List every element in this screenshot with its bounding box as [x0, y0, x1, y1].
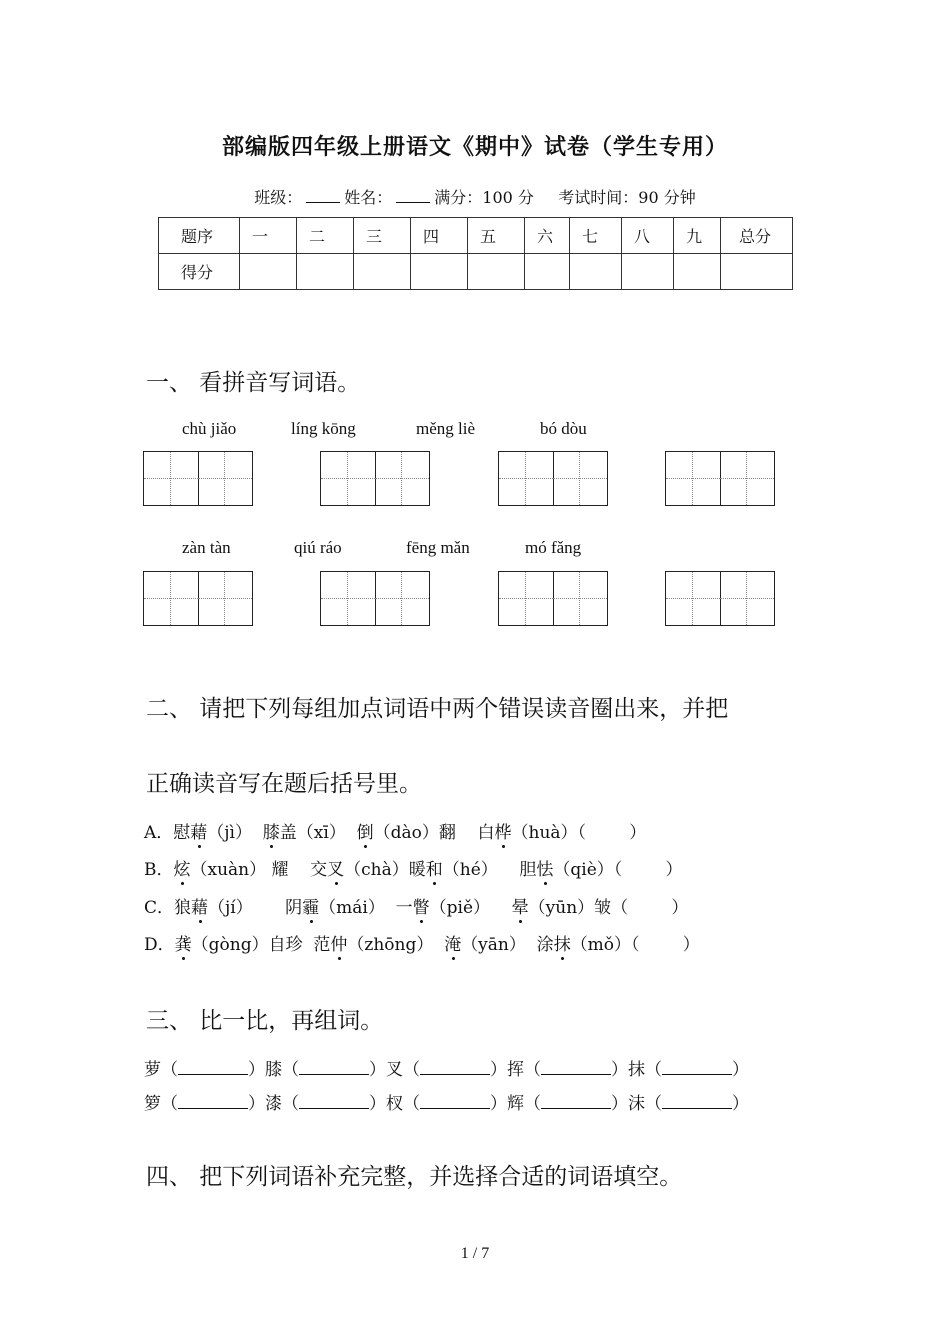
section2-heading-line2: 正确读音写在题后括号里。: [146, 771, 422, 797]
score-value-row: [159, 254, 793, 290]
writing-grid[interactable]: [665, 451, 775, 506]
compare-char: 萝: [144, 1060, 161, 1080]
score-cell[interactable]: [297, 254, 354, 290]
text-run: （huà）（ ）: [511, 823, 647, 843]
dotted-char: 瞥: [412, 898, 430, 918]
compare-char: 辉: [507, 1094, 524, 1114]
score-cell[interactable]: [240, 254, 297, 290]
dotted-char: 叉: [327, 860, 345, 880]
pinyin-label: qiú ráo: [294, 538, 342, 557]
section1-heading: 一、 看拼音写词语。: [146, 370, 361, 396]
exam-info: [0, 185, 950, 208]
score-header-cell: 六: [525, 218, 570, 254]
pinyin-label: mó fǎng: [525, 538, 582, 557]
writing-grid[interactable]: [143, 571, 253, 626]
option-label: D．: [144, 935, 175, 955]
text-run: （zhōng）: [347, 935, 445, 955]
text-run: （qiè）（ ）: [553, 860, 683, 880]
dotted-char: 和: [425, 860, 443, 880]
text-run: （yān） 涂: [461, 935, 554, 955]
answer-blank[interactable]: [541, 1094, 611, 1109]
answer-blank[interactable]: [420, 1060, 490, 1075]
class-blank: [306, 188, 340, 203]
score-header-cell: 题序: [159, 218, 240, 254]
writing-grid[interactable]: [498, 571, 608, 626]
option-label: B．: [144, 860, 174, 880]
dotted-char: 桦: [494, 823, 512, 843]
score-header-cell: 三: [354, 218, 411, 254]
score-cell[interactable]: [525, 254, 570, 290]
compare-row: 萝（ ）膝（ ）叉（ ）挥（ ）抹（ ）: [144, 1060, 749, 1080]
pinyin-label: bó dòu: [540, 419, 587, 438]
writing-grid[interactable]: [320, 571, 430, 626]
section3-heading: 三、 比一比，再组词。: [146, 1008, 384, 1034]
score-header-cell: 总分: [721, 218, 793, 254]
score-header-cell: 二: [297, 218, 354, 254]
text-run: 盖（xī）: [279, 823, 357, 843]
compare-char: 漆: [265, 1094, 282, 1114]
pinyin-label: zàn tàn: [182, 538, 231, 557]
text-run: （piě）: [429, 898, 512, 918]
score-cell[interactable]: [674, 254, 721, 290]
name-label: 姓名：: [344, 188, 393, 207]
writing-grid[interactable]: [143, 451, 253, 506]
pinyin-label: líng kōng: [291, 419, 356, 438]
dotted-char: 淹: [444, 935, 462, 955]
question-a: [144, 818, 646, 843]
score-cell[interactable]: [411, 254, 468, 290]
answer-blank[interactable]: [299, 1094, 369, 1109]
option-label: C．: [144, 898, 175, 918]
text-run: 狼: [174, 898, 192, 918]
score-cell[interactable]: [468, 254, 525, 290]
text-run: （xuàn） 耀 交: [190, 860, 328, 880]
compare-char: 沫: [628, 1094, 645, 1114]
dotted-char: 晕: [511, 898, 529, 918]
dotted-char: 藉: [190, 823, 208, 843]
dotted-char: 怯: [536, 860, 554, 880]
full-score: 满分：100 分: [434, 188, 534, 207]
text-run: （hé） 胆: [442, 860, 537, 880]
writing-grid[interactable]: [665, 571, 775, 626]
score-cell[interactable]: [570, 254, 622, 290]
score-header-cell: 五: [468, 218, 525, 254]
text-run: （mái） 一: [319, 898, 413, 918]
writing-grid[interactable]: [320, 451, 430, 506]
pinyin-label: chù jiǎo: [182, 419, 237, 438]
name-blank: [396, 188, 430, 203]
text-run: （dào）翻 白: [373, 823, 495, 843]
answer-blank[interactable]: [178, 1060, 248, 1075]
dotted-char: 藉: [191, 898, 209, 918]
compare-row: 箩（ ）漆（ ）杈（ ）辉（ ）沫（ ）: [144, 1094, 749, 1114]
section4-heading: 四、 把下列词语补充完整，并选择合适的词语填空。: [146, 1164, 683, 1190]
page-title: 部编版四年级上册语文《期中》试卷（学生专用）: [221, 134, 728, 160]
dotted-char: 倒: [356, 823, 374, 843]
score-header-row: [159, 218, 793, 254]
dotted-char: 炫: [173, 860, 191, 880]
compare-char: 叉: [386, 1060, 403, 1080]
text-run: （yūn）皱（ ）: [528, 898, 689, 918]
score-header-cell: 七: [570, 218, 622, 254]
writing-grid[interactable]: [498, 451, 608, 506]
section2-heading-line1: 二、 请把下列每组加点词语中两个错误读音圈出来，并把: [146, 696, 729, 722]
answer-blank[interactable]: [299, 1060, 369, 1075]
text-run: （jì）: [207, 823, 263, 843]
pinyin-label: měng liè: [416, 419, 476, 438]
text-run: （mǒ）（ ）: [570, 935, 700, 955]
score-cell[interactable]: [622, 254, 674, 290]
question-c: [144, 893, 688, 918]
score-cell[interactable]: [721, 254, 793, 290]
compare-char: 杈: [386, 1094, 403, 1114]
question-d: [144, 930, 700, 955]
pinyin-label: fēng mǎn: [406, 538, 470, 557]
answer-blank[interactable]: [662, 1060, 732, 1075]
answer-blank[interactable]: [541, 1060, 611, 1075]
page-number: 1 / 7: [460, 1245, 490, 1262]
dotted-char: 龚: [174, 935, 192, 955]
score-table: [158, 217, 793, 290]
score-row-label: 得分: [159, 254, 240, 290]
class-label: 班级：: [254, 188, 303, 207]
option-label: A．: [144, 823, 174, 843]
text-run: 慰: [173, 823, 191, 843]
dotted-char: 抹: [553, 935, 571, 955]
score-cell[interactable]: [354, 254, 411, 290]
compare-char: 箩: [144, 1094, 161, 1114]
score-header-cell: 四: [411, 218, 468, 254]
score-header-cell: 一: [240, 218, 297, 254]
compare-char: 膝: [265, 1060, 282, 1080]
score-header-cell: 八: [622, 218, 674, 254]
text-run: （chà）暖: [344, 860, 426, 880]
exam-time: 考试时间：90 分钟: [558, 188, 696, 207]
dotted-char: 霾: [302, 898, 320, 918]
answer-blank[interactable]: [420, 1094, 490, 1109]
compare-char: 挥: [507, 1060, 524, 1080]
dotted-char: 仲: [330, 935, 348, 955]
answer-blank[interactable]: [178, 1094, 248, 1109]
text-run: （jí） 阴: [208, 898, 303, 918]
dotted-char: 膝: [262, 823, 280, 843]
question-b: [144, 855, 683, 880]
text-run: （gòng）自珍 范: [191, 935, 331, 955]
answer-blank[interactable]: [662, 1094, 732, 1109]
compare-char: 抹: [628, 1060, 645, 1080]
score-header-cell: 九: [674, 218, 721, 254]
